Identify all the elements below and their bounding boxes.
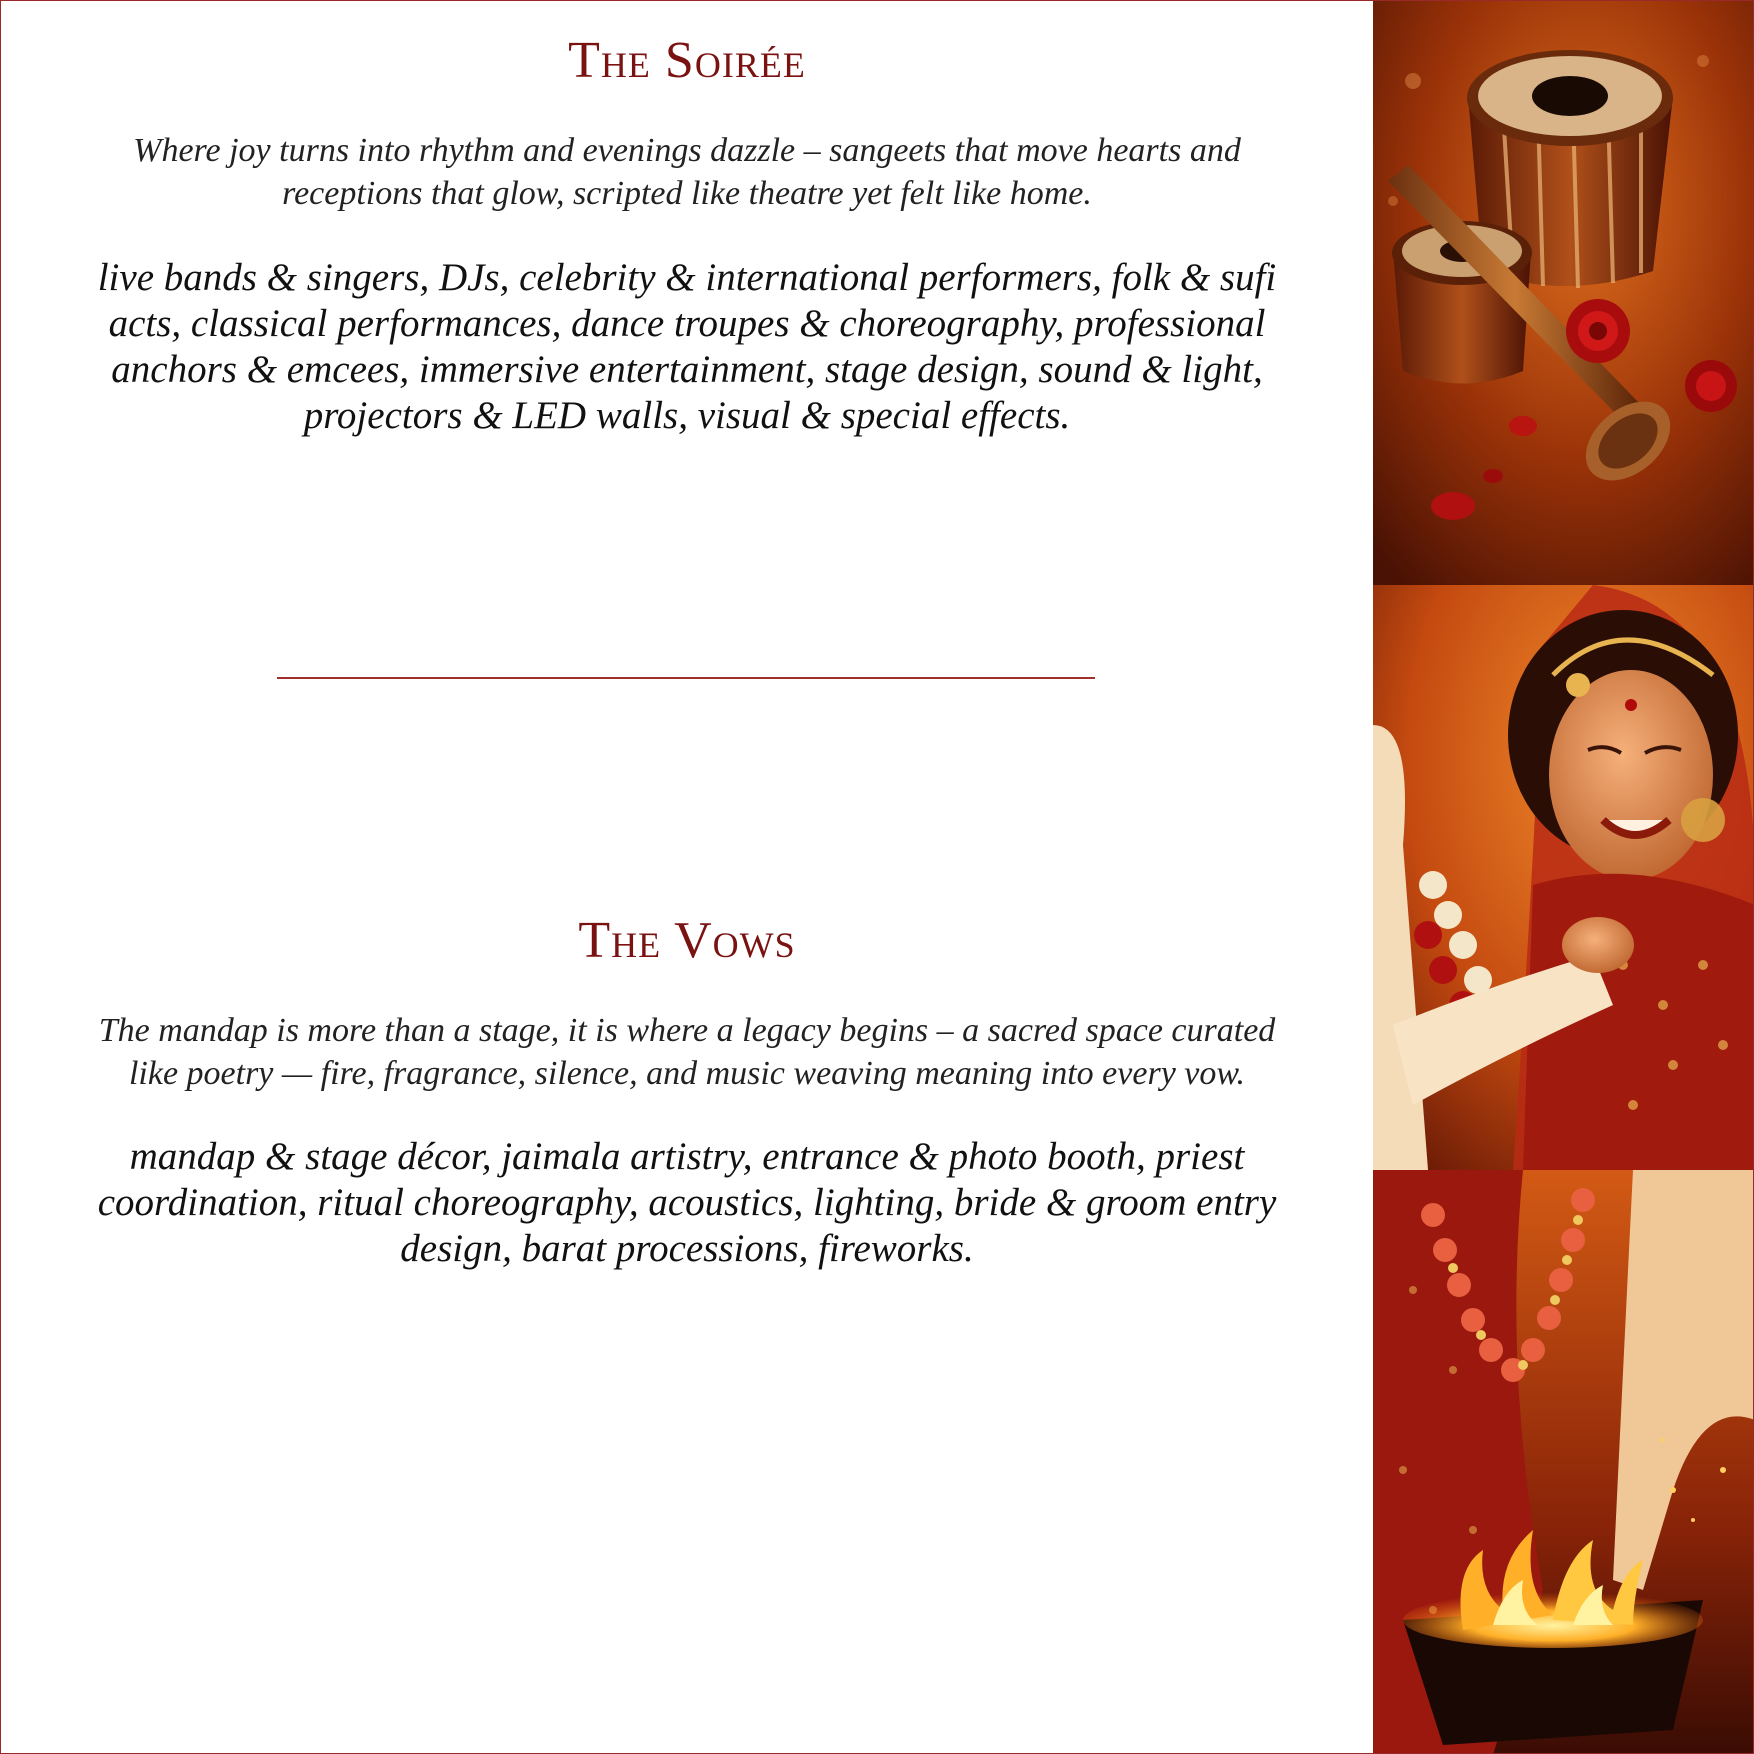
soiree-services-line: acts, classical performances, dance troupes & choreography, professional [108,302,1266,345]
vows-intro-line: like poetry — fire, fragrance, silence, and music weaving meaning into every vow. [128,1055,1246,1092]
soiree-title: The Soirée [568,32,806,89]
tabla-drums-photo [1373,1,1754,585]
vows-title: The Vows [578,912,796,969]
bride-jaimala-photo [1373,585,1754,1170]
text-column [1,1,1373,1754]
vows-services-line: design, barat processions, fireworks. [400,1227,974,1270]
soiree-intro-line: receptions that glow, scripted like theatre yet felt like home. [282,175,1092,212]
soiree-intro-line: Where joy turns into rhythm and evenings dazzle – sangeets that move hearts and [133,132,1241,169]
soiree-services-line: anchors & emcees, immersive entertainment, stage design, sound & light, [111,348,1263,391]
soiree-services-line: live bands & singers, DJs, celebrity & international performers, folk & sufi [97,256,1277,299]
vows-intro [31,1009,1343,1095]
vows-services-line: mandap & stage décor, jaimala artistry, entrance & photo booth, priest [129,1135,1245,1178]
section-divider [277,677,1095,679]
vows-services-line: coordination, ritual choreography, acoustics, lighting, bride & groom entry [97,1181,1277,1224]
vows-intro-line: The mandap is more than a stage, it is where a legacy begins – a sacred space curated [98,1012,1276,1049]
photo-column [1373,1,1754,1754]
soiree-intro [31,129,1343,215]
soiree-services [31,255,1343,439]
sacred-fire-ritual-photo [1373,1170,1754,1754]
soiree-services-line: projectors & LED walls, visual & special effects. [303,394,1071,437]
vows-services [31,1134,1343,1272]
